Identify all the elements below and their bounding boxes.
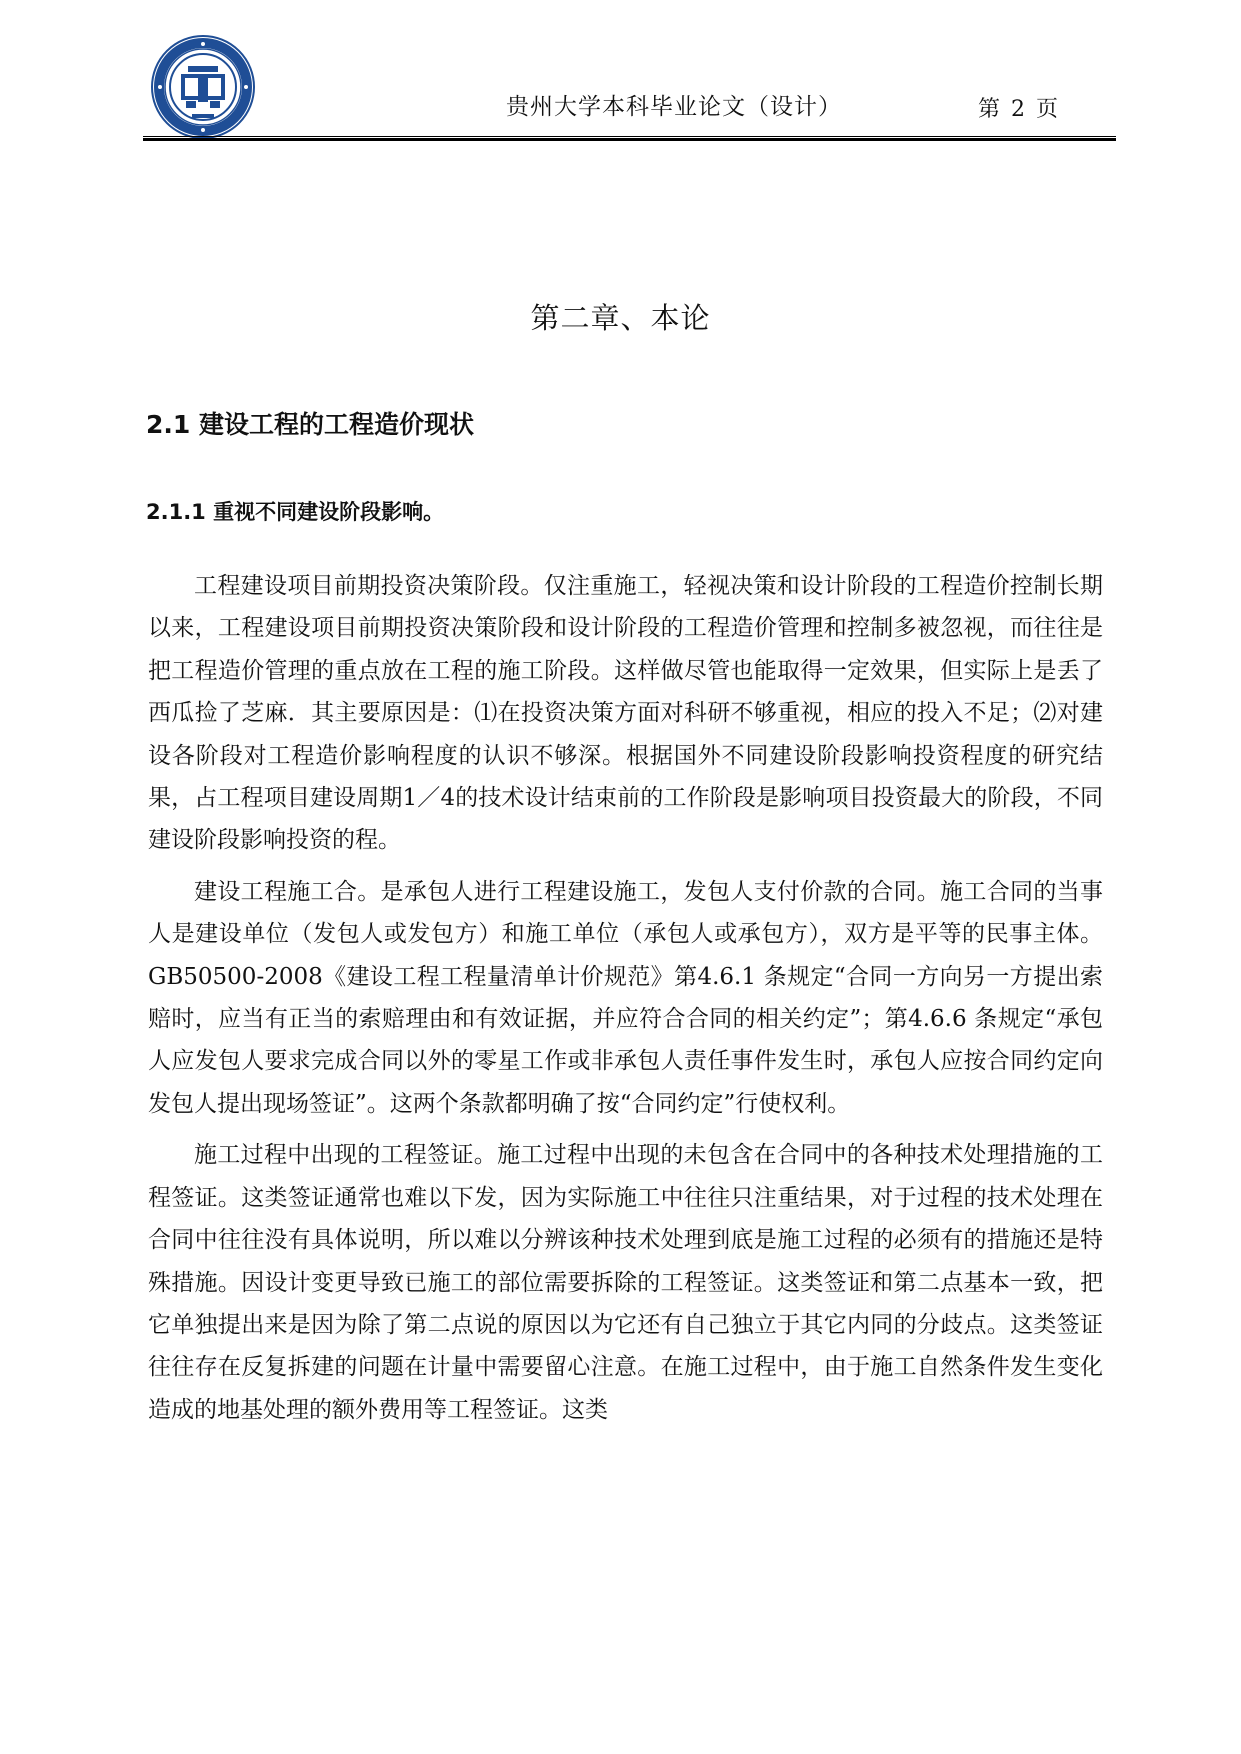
section-heading: 2.1 建设工程的工程造价现状 <box>146 410 474 439</box>
university-logo-icon <box>150 34 256 140</box>
chapter-title: 第二章、本论 <box>530 301 711 335</box>
header-divider-thin <box>143 136 1116 137</box>
header-title: 贵州大学本科毕业论文（设计） <box>506 94 842 120</box>
page-number: 第 2 页 <box>978 97 1058 122</box>
paragraph: 建设工程施工合。是承包人进行工程建设施工，发包人支付价款的合同。施工合同的当事人是建设单位（发包人或发包方）和施工单位（承包人或承包方），双方是平等的民事主体。GB50500-2008《建设工程工程量清单计价规范》第4.6.1 条规定“合同一方向另一方提出索赔时，应当有正当的索赔理由和有效证据，并应符合合同的相关约定”；第4.6.6 条规定“承包人应发包人要求完成合同以外的零星工作或非承包人责任事件发生时，承包人应按合同约定向发包人提出现场签证”。这两个条款都明确了按“合同约定”行使权利。 <box>148 878 1103 1117</box>
subsection-heading: 2.1.1 重视不同建设阶段影响。 <box>146 500 445 524</box>
body-text <box>148 565 1103 1440</box>
paragraph: 施工过程中出现的工程签证。施工过程中出现的未包含在合同中的各种技术处理措施的工程签证。这类签证通常也难以下发，因为实际施工中往往只注重结果，对于过程的技术处理在合同中往往没有具体说明，所以难以分辨该种技术处理到底是施工过程的必须有的措施还是特殊措施。因设计变更导致已施工的部位需要拆除的工程签证。这类签证和第二点基本一致，把它单独提出来是因为除了第二点说的原因以为它还有自己独立于其它内同的分歧点。这类签证往往存在反复拆建的问题在计量中需要留心注意。在施工过程中，由于施工自然条件发生变化造成的地基处理的额外费用等工程签证。这类 <box>148 1142 1103 1423</box>
header-divider-thick <box>143 138 1116 141</box>
paragraph: 工程建设项目前期投资决策阶段。仅注重施工，轻视决策和设计阶段的工程造价控制长期以来，工程建设项目前期投资决策阶段和设计阶段的工程造价管理和控制多被忽视，而往往是把工程造价管理的重点放在工程的施工阶段。这样做尽管也能取得一定效果，但实际上是丢了西瓜捡了芝麻．其主要原因是：⑴在投资决策方面对科研不够重视，相应的投入不足；⑵对建设各阶段对工程造价影响程度的认识不够深。根据国外不同建设阶段影响投资程度的研究结果，占工程项目建设周期1／4的技术设计结束前的工作阶段是影响项目投资最大的阶段，不同建设阶段影响投资的程。 <box>148 573 1103 854</box>
